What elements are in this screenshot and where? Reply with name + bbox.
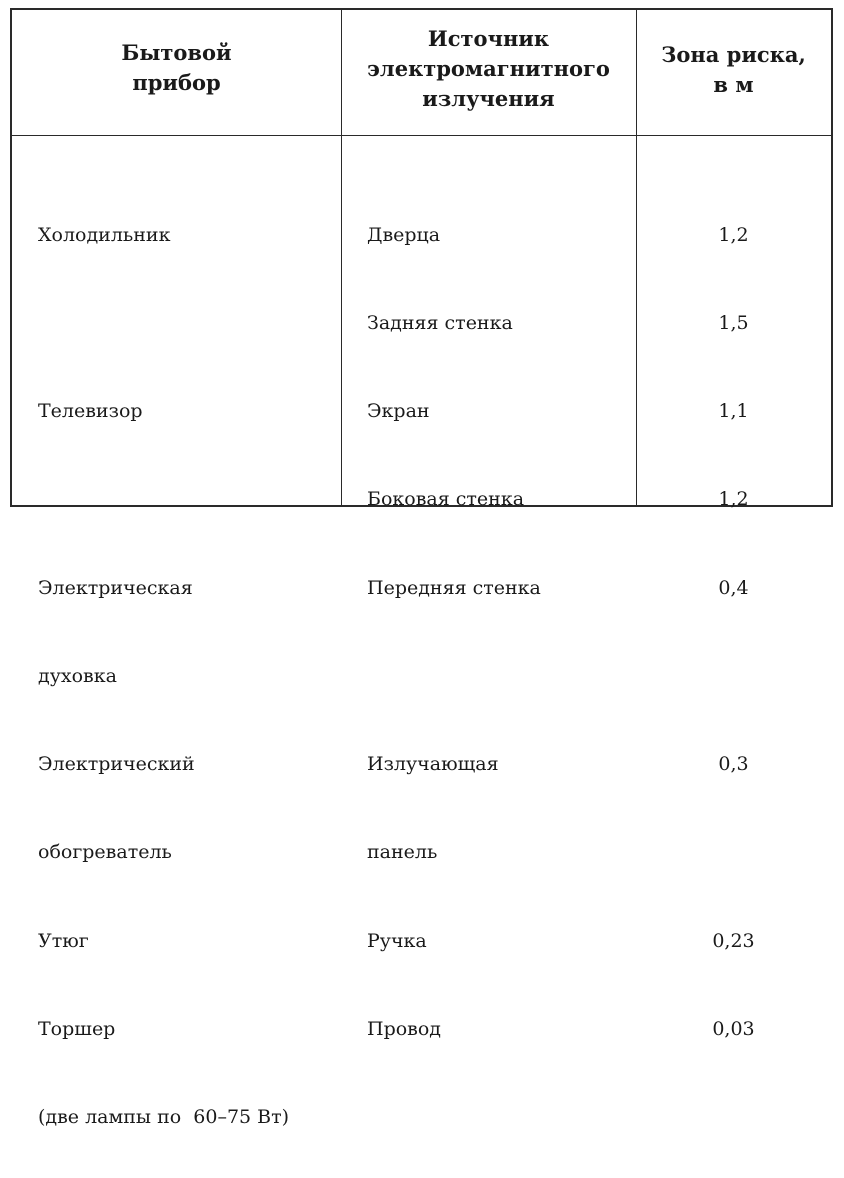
zone-cell: 0,3 bbox=[718, 753, 749, 776]
appliance-cell: духовка bbox=[38, 664, 117, 687]
appliance-cell bbox=[38, 485, 289, 514]
appliance-cell: Холодильник bbox=[38, 223, 171, 246]
header-appliance bbox=[12, 38, 341, 98]
header-source bbox=[341, 24, 636, 114]
zone-cell: 1,2 bbox=[718, 223, 749, 246]
header-appliance-line: Бытовой bbox=[121, 40, 232, 65]
source-cell: Провод bbox=[367, 1017, 442, 1040]
source-cell: Экран bbox=[367, 400, 430, 423]
zone-column bbox=[636, 162, 831, 1103]
appliance-cell: (две лампы по 60–75 Вт) bbox=[38, 1106, 290, 1128]
appliance-cell bbox=[38, 309, 289, 338]
appliance-emf-table bbox=[10, 8, 833, 1128]
header-appliance-line: прибор bbox=[132, 70, 221, 95]
header-zone-line: в м bbox=[713, 72, 754, 97]
zone-cell: 1,2 bbox=[718, 488, 749, 511]
header-source-line: излучения bbox=[422, 86, 555, 111]
source-cell: панель bbox=[367, 841, 438, 864]
appliance-cell: Телевизор bbox=[38, 400, 143, 423]
source-cell: Излучающая bbox=[367, 753, 499, 776]
header-divider bbox=[12, 135, 831, 136]
zone-cell: 0,4 bbox=[718, 576, 749, 599]
source-cell: Дверца bbox=[367, 223, 441, 246]
source-cell: Передняя стенка bbox=[367, 576, 541, 599]
appliance-cell: обогреватель bbox=[38, 841, 172, 864]
header-source-line: Источник bbox=[427, 26, 550, 51]
zone-cell: 0,23 bbox=[712, 929, 755, 952]
source-column bbox=[367, 162, 541, 1103]
appliance-cell: Утюг bbox=[38, 929, 89, 952]
source-cell: Задняя стенка bbox=[367, 312, 513, 335]
source-cell: Ручка bbox=[367, 929, 427, 952]
appliance-cell: Электрическая bbox=[38, 576, 193, 599]
appliance-cell: Торшер bbox=[38, 1017, 116, 1040]
zone-cell bbox=[636, 662, 831, 691]
zone-cell: 1,1 bbox=[718, 400, 749, 423]
appliance-column bbox=[38, 162, 289, 1178]
header-zone-line: Зона риска, bbox=[661, 42, 806, 67]
source-cell bbox=[367, 662, 541, 691]
zone-cell: 0,03 bbox=[712, 1017, 755, 1040]
header-zone bbox=[636, 40, 831, 100]
header-source-line: электромагнитного bbox=[367, 56, 610, 81]
zone-cell bbox=[636, 838, 831, 867]
zone-cell: 1,5 bbox=[718, 312, 749, 335]
source-cell: Боковая стенка bbox=[367, 488, 525, 511]
appliance-cell: Электрический bbox=[38, 753, 195, 776]
